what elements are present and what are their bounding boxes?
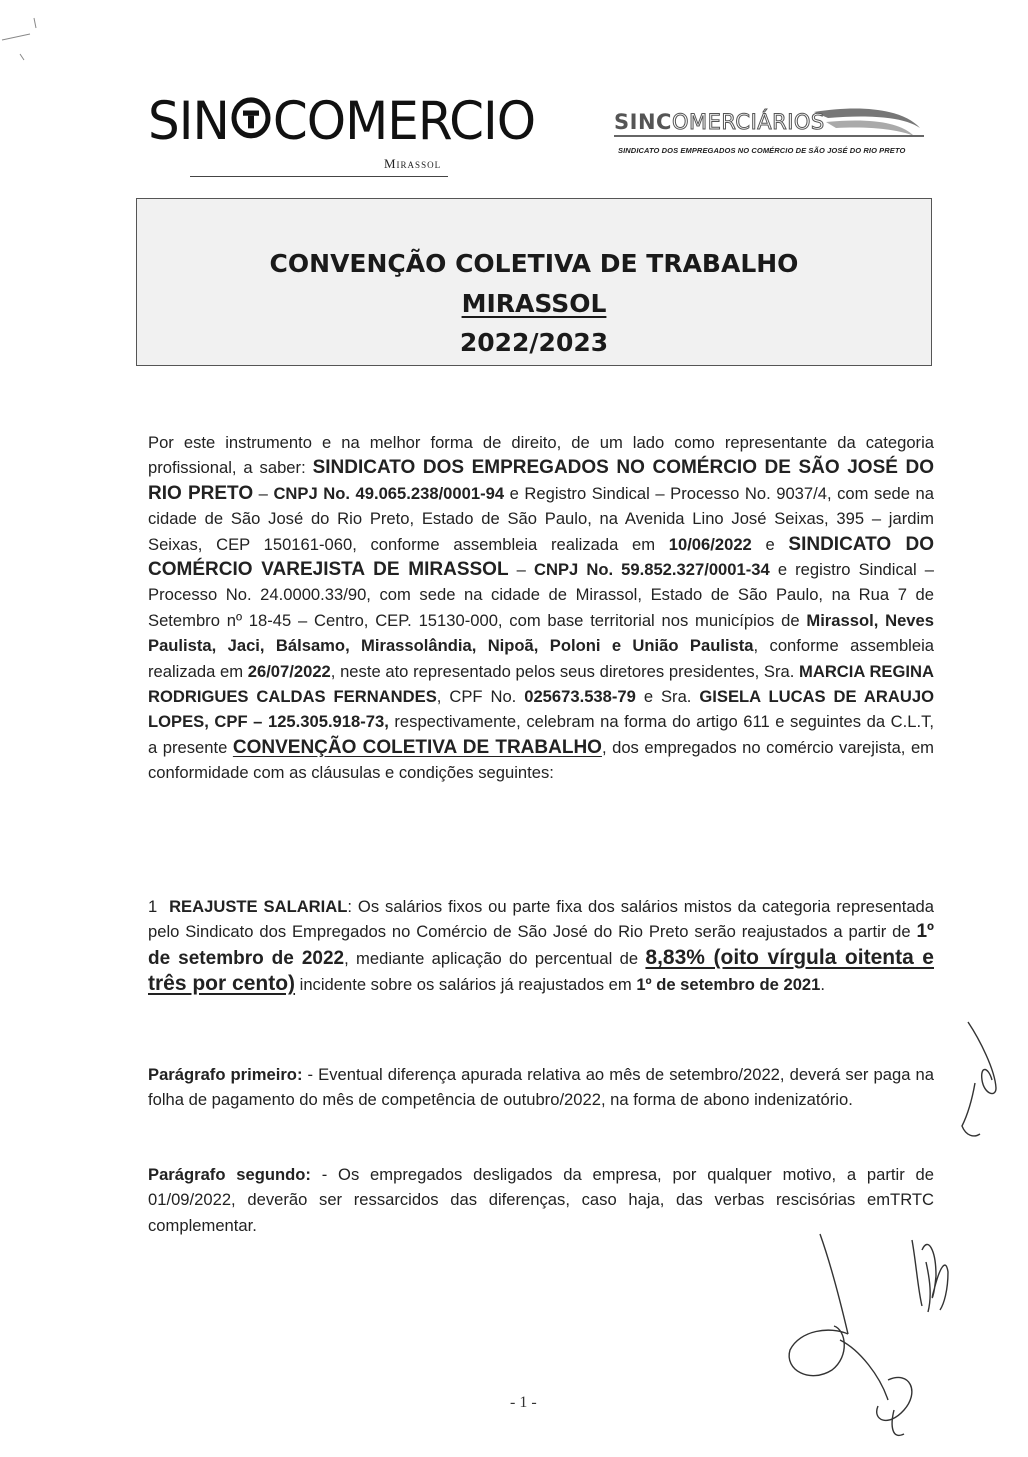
sincomerciarios-logo-text [614, 110, 825, 134]
intro-text: , CPF No. [436, 687, 525, 707]
header-rule [190, 176, 448, 177]
paragraph-text: - Eventual diferença apurada relativa ao mês de setembro/2022, deverá ser paga na folha de pagamento do mês de competência de outubro/2022, na forma de abono indenizatório. [148, 1065, 934, 1110]
intro-text: e Sra. [635, 687, 700, 707]
intro-text: , dos empregados no comércio varejista, em conformidade com as cláusulas e condições seguintes: [148, 737, 935, 783]
municipalities-list: Mirassol, Neves Paulista, Jaci, Bálsamo, Mirassolândia, Nipoã, Poloni e União Paulista [148, 610, 934, 656]
signature-bottom-1 [789, 1234, 912, 1435]
document-city: MIRASSOL [461, 289, 607, 318]
adjustment-start-date: 1º de setembro de 2022 [148, 921, 934, 969]
clause-1 [148, 894, 934, 998]
clause-heading: REAJUSTE SALARIAL [169, 897, 348, 916]
intro-text: – [253, 483, 274, 503]
paragraph-segundo [148, 1162, 934, 1238]
intro-text: Por este instrumento e na melhor forma de direito, de um lado como representante da categoria profissional, a saber: [148, 433, 934, 478]
intro-text: e Registro Sindical – Processo No. 9037/4, com sede na cidade de São José do Rio Preto, Estado de São Paulo, na Avenida Lino José Seixas, 395 – jardim Seixas, CEP 150161-060, conforme assembleia realizada em [148, 483, 935, 554]
paragraph-primeiro [148, 1062, 934, 1113]
initials-signature-right [962, 1022, 996, 1136]
paragraph-label: Parágrafo segundo: [148, 1165, 311, 1184]
intro-text: respectivamente, celebram na forma do artigo 611 e seguintes da C.L.T, a presente [148, 712, 934, 757]
page-number: - 1 - [510, 1394, 537, 1411]
intro-paragraph [148, 430, 934, 786]
intro-text: e [751, 534, 789, 554]
paragraph-text: - Os empregados desligados da empresa, por qualquer motivo, a partir de 01/09/2022, deverão ser ressarcidos das diferenças, caso haja, das verbas rescisórias emTRTC complementar. [148, 1165, 934, 1235]
clause-text: incidente sobre os salários já reajustados em [295, 975, 637, 995]
convention-name: CONVENÇÃO COLETIVA DE TRABALHO [232, 736, 602, 758]
union-employees-cnpj: CNPJ No. 49.065.238/0001-94 [273, 483, 505, 503]
title-box [136, 198, 932, 366]
sincomerciarios-logo [614, 106, 934, 166]
president-cpf-1: 025673.538-79 [524, 687, 636, 707]
logo-text-comercio: COMERCIO [272, 90, 536, 152]
union-employees-name: SINDICATO DOS EMPREGADOS NO COMÉRCIO DE SÃO JOSÉ DO RIO PRETO [148, 457, 934, 504]
assembly-date-1: 10/06/2022 [668, 534, 752, 554]
sincomercio-logo-text [148, 91, 535, 152]
sincomercio-logo [148, 90, 536, 182]
scan-mark-top-left [2, 18, 36, 60]
clause-text: : Os salários fixos ou parte fixa dos salários mistos da categoria representada pelo Sindicato dos Empregados no Comércio de São José do Rio Preto serão reajustados a partir de [148, 897, 935, 942]
document-title: CONVENÇÃO COLETIVA DE TRABALHO [269, 249, 799, 278]
logo-ring-icon [231, 90, 271, 151]
president-name-2: GISELA LUCAS DE ARAUJO LOPES, CPF – 125.305.918-73, [148, 687, 934, 732]
intro-text: – [508, 560, 534, 580]
intro-text: , neste ato representado pelos seus diretores presidentes, Sra. [330, 661, 800, 681]
union-retail-name: SINDICATO DO COMÉRCIO VAREJISTA DE MIRASSOL [148, 533, 935, 581]
logo-text-sin: SIN [148, 90, 229, 152]
intro-text: e registro Sindical – Processo No. 24.0000.33/90, com sede na cidade de Mirassol, Estado de São Paulo, na Rua 7 de Setembro nº 18-45 – Centro, CEP. 15130-000, com base territorial nos municípios de [148, 560, 935, 630]
clause-text: , mediante aplicação do percentual de [344, 948, 646, 968]
sincomerciarios-subtitle: SINDICATO DOS EMPREGADOS NO COMÉRCIO DE SÃO JOSÉ DO RIO PRETO [618, 146, 906, 155]
assembly-date-2: 26/07/2022 [247, 661, 331, 681]
previous-adjustment-date: 1º de setembro de 2021 [636, 975, 821, 995]
adjustment-percentage: 8,83% (oito vírgula oitenta e três por cento) [148, 945, 934, 996]
union-retail-cnpj: CNPJ No. 59.852.327/0001-34 [533, 560, 770, 580]
clause-text: . [820, 975, 826, 995]
logo-text-light: OMERCIÁRIOS [671, 110, 825, 134]
logo-text-bold: SINC [614, 110, 672, 134]
paragraph-label: Parágrafo primeiro: [148, 1065, 303, 1084]
signature-bottom-2 [912, 1240, 948, 1312]
president-name-1: MARCIA REGINA RODRIGUES CALDAS FERNANDES [148, 661, 934, 707]
intro-text: , conforme assembleia realizada em [148, 636, 935, 681]
logo-subtitle: Mirassol [384, 156, 442, 171]
document-period: 2022/2023 [459, 328, 609, 357]
clause-number: 1 [148, 897, 158, 916]
